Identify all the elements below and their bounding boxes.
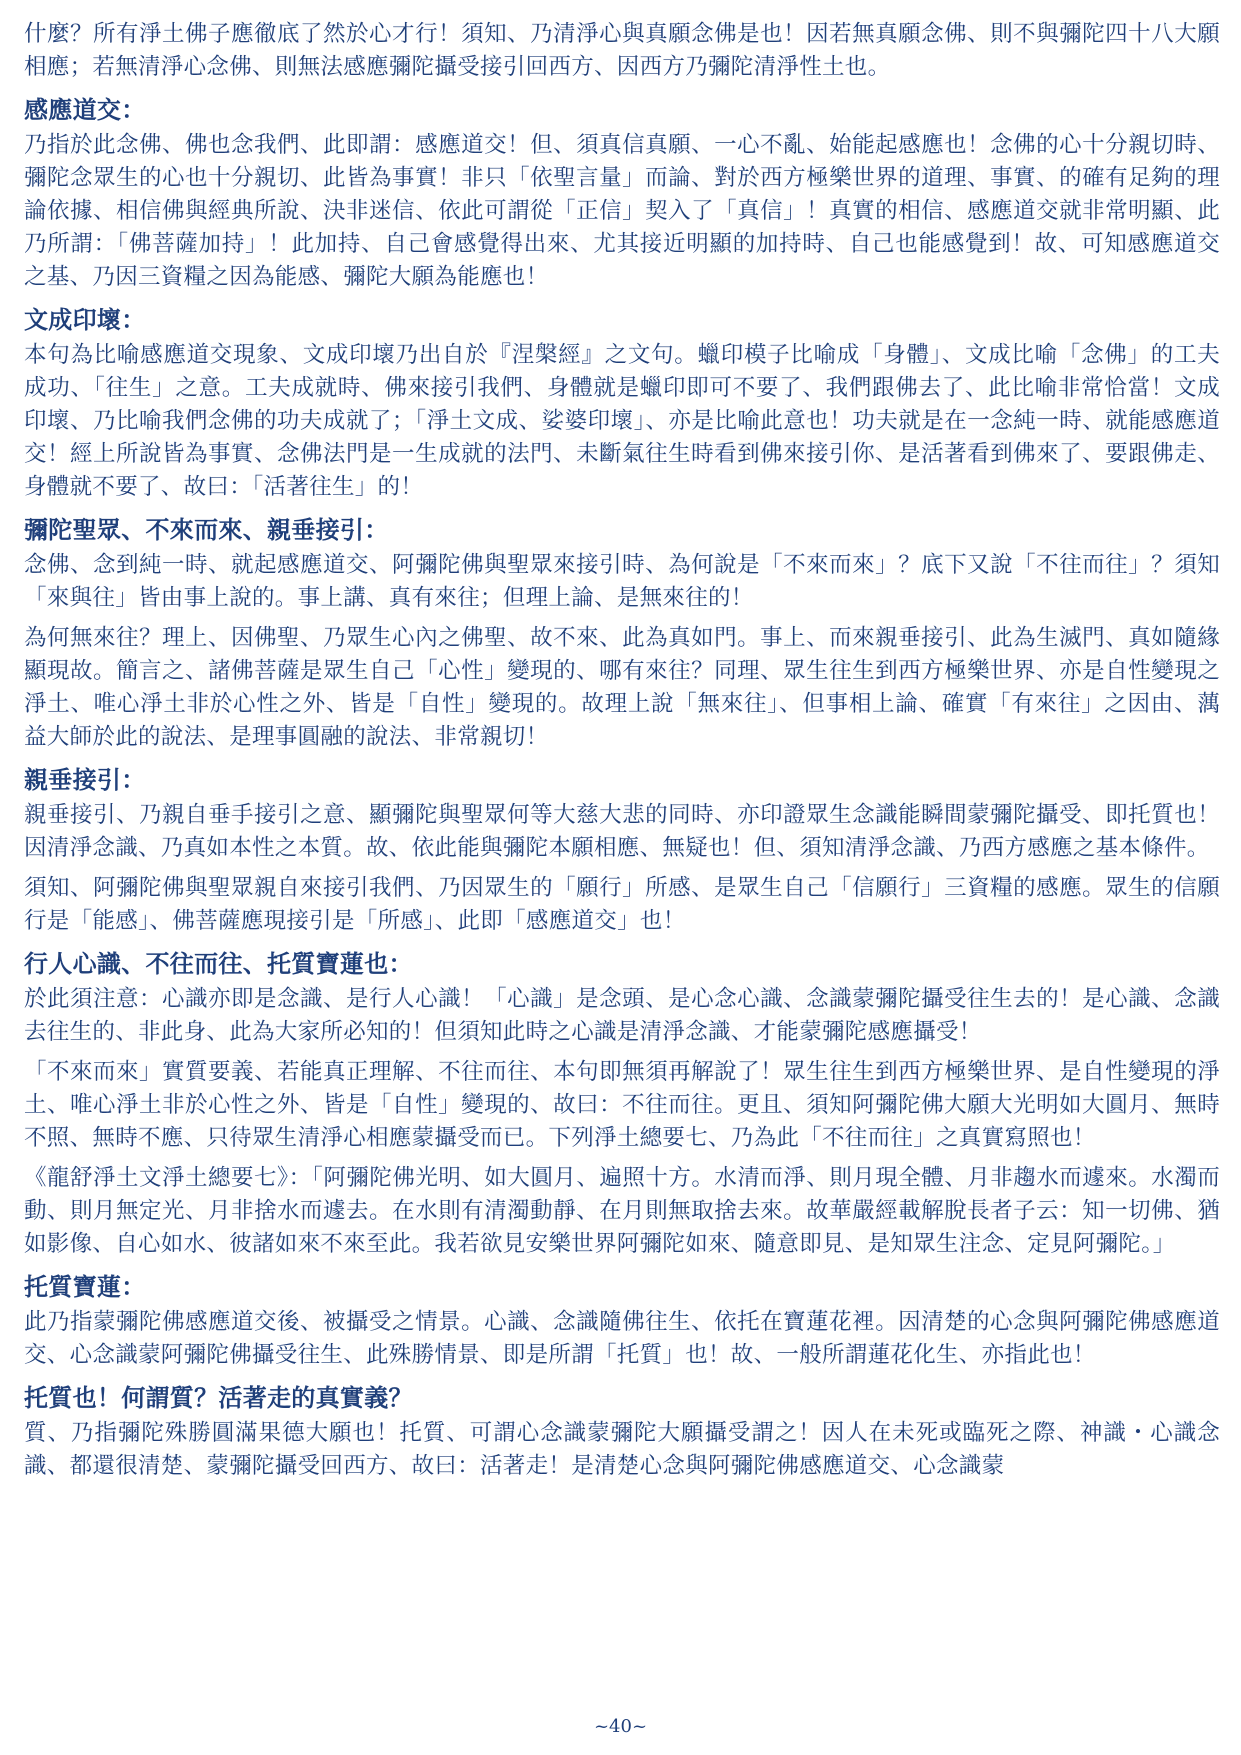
paragraph: 於此須注意：心識亦即是念識、是行人心識！「心識」是念頭、是心念心識、念識蒙彌陀攝受往生去的！是心識、念識去往生的、非此身、此為大家所必知的！但須知此時之心識是清淨念識、才能蒙彌陀感應攝受！ bbox=[24, 986, 1220, 1045]
paragraph: 乃指於此念佛、佛也念我們、此即謂：感應道交！但、須真信真願、一心不亂、始能起感應也！念佛的心十分親切時、彌陀念眾生的心也十分親切、此皆為事實！非只「依聖言量」而論、對於西方極樂世界的道理、事實、的確有足夠的理論依據、相信佛與經典所說、決非迷信、依此可謂從「正信」契入了「真信」！真實的相信、感應道交就非常明顯、此乃所謂：「佛菩薩加持」！此加持、自己會感覺得出來、尤其接近明顯的加持時、自己也能感覺到！故、可知感應道交之基、乃因三資糧之因為能感、彌陀大願為能應也！ bbox=[24, 132, 1220, 290]
paragraph: 念佛、念到純一時、就起感應道交、阿彌陀佛與聖眾來接引時、為何說是「不來而來」？底下又說「不往而往」？須知「來與往」皆由事上說的。事上講、真有來往；但理上論、是無來往的！ bbox=[24, 552, 1220, 611]
paragraph: 須知、阿彌陀佛與聖眾親自來接引我們、乃因眾生的「願行」所感、是眾生自己「信願行」三資糧的感應。眾生的信願行是「能感」、佛菩薩應現接引是「所感」、此即「感應道交」也！ bbox=[24, 875, 1220, 934]
section-wencheng-yinhuai bbox=[24, 301, 1220, 504]
section-heading: 托質寶蓮： bbox=[24, 1272, 146, 1301]
paragraph: 質、乃指彌陀殊勝圓滿果德大願也！托質、可謂心念識蒙彌陀大願攝受謂之！因人在未死或臨死之際、神識・心識念識、都還很清楚、蒙彌陀攝受回西方、故曰：活著走！是清楚心念與阿彌陀佛感應道交、心念識蒙 bbox=[24, 1420, 1220, 1479]
paragraph: 《龍舒淨土文淨土總要七》：「阿彌陀佛光明、如大圓月、遍照十方。水清而淨、則月現全體、月非趨水而遽來。水濁而動、則月無定光、月非捨水而遽去。在水則有清濁動靜、在月則無取捨去來。故華嚴經載解脫長者子云：知一切佛、猶如影像、自心如水、彼諸如來不來至此。我若欲見安樂世界阿彌陀如來、隨意即見、是知眾生注念、定見阿彌陀。」 bbox=[24, 1165, 1220, 1257]
section-heading: 彌陀聖眾、不來而來、親垂接引： bbox=[24, 515, 389, 544]
section-heading: 托質也！何謂質？活著走的真實義？ bbox=[24, 1383, 413, 1412]
section-tuozhi-heweizhi bbox=[24, 1379, 1220, 1483]
section-heading: 文成印壞： bbox=[24, 305, 146, 334]
section-tuozhi-baolian bbox=[24, 1268, 1220, 1372]
paragraph: 為何無來往？理上、因佛聖、乃眾生心內之佛聖、故不來、此為真如門。事上、而來親垂接引、此為生滅門、真如隨緣顯現故。簡言之、諸佛菩薩是眾生自己「心性」變現的、哪有來往？同理、眾生往生到西方極樂世界、亦是自性變現之淨土、唯心淨土非於心性之外、皆是「自性」變現的。故理上說「無來往」、但事相上論、確實「有來往」之因由、蕅益大師於此的說法、是理事圓融的說法、非常親切！ bbox=[24, 625, 1220, 750]
page-body bbox=[24, 18, 1220, 1490]
page-number: ~40~ bbox=[593, 1716, 648, 1737]
section-heading: 感應道交： bbox=[24, 95, 146, 124]
section-xingren-xinshi bbox=[24, 945, 1220, 1261]
section-heading: 行人心識、不往而往、托質寶蓮也： bbox=[24, 949, 413, 978]
paragraph: 「不來而來」實質要義、若能真正理解、不往而往、本句即無須再解說了！眾生往生到西方極樂世界、是自性變現的淨土、唯心淨土非於心性之外、皆是「自性」變現的、故曰：不往而往。更且、須知阿彌陀佛大願大光明如大圓月、無時不照、無時不應、只待眾生清淨心相應蒙攝受而已。下列淨土總要七、乃為此「不往而往」之真實寫照也！ bbox=[24, 1059, 1220, 1151]
section-heading: 親垂接引： bbox=[24, 765, 146, 794]
section-intro bbox=[24, 18, 1220, 84]
section-qinchui-jieyin bbox=[24, 761, 1220, 938]
paragraph: 親垂接引、乃親自垂手接引之意、顯彌陀與聖眾何等大慈大悲的同時、亦印證眾生念識能瞬間蒙彌陀攝受、即托質也！因清淨念識、乃真如本性之本質。故、依此能與彌陀本願相應、無疑也！但、須知清淨念識、乃西方感應之基本條件。 bbox=[24, 802, 1220, 861]
paragraph: 此乃指蒙彌陀佛感應道交後、被攝受之情景。心識、念識隨佛往生、依托在寶蓮花裡。因清楚的心念與阿彌陀佛感應道交、心念識蒙阿彌陀佛攝受往生、此殊勝情景、即是所謂「托質」也！故、一般所謂蓮花化生、亦指此也！ bbox=[24, 1309, 1220, 1368]
section-ganying-daojiao bbox=[24, 91, 1220, 294]
paragraph: 本句為比喻感應道交現象、文成印壞乃出自於『涅槃經』之文句。蠟印模子比喻成「身體」、文成比喻「念佛」的工夫成功、「往生」之意。工夫成就時、佛來接引我們、身體就是蠟印即可不要了、我們跟佛去了、此比喻非常恰當！文成印壞、乃比喻我們念佛的功夫成就了；「淨土文成、娑婆印壞」、亦是比喻此意也！功夫就是在一念純一時、就能感應道交！經上所說皆為事實、念佛法門是一生成就的法門、未斷氣往生時看到佛來接引你、是活著看到佛來了、要跟佛走、身體就不要了、故曰：「活著往生」的！ bbox=[24, 342, 1220, 500]
section-mituo-shengzhong bbox=[24, 511, 1220, 754]
paragraph: 什麼？所有淨土佛子應徹底了然於心才行！須知、乃清淨心與真願念佛是也！因若無真願念佛、則不與彌陀四十八大願相應；若無清淨心念佛、則無法感應彌陀攝受接引回西方、因西方乃彌陀清淨性土也。 bbox=[24, 21, 1220, 80]
